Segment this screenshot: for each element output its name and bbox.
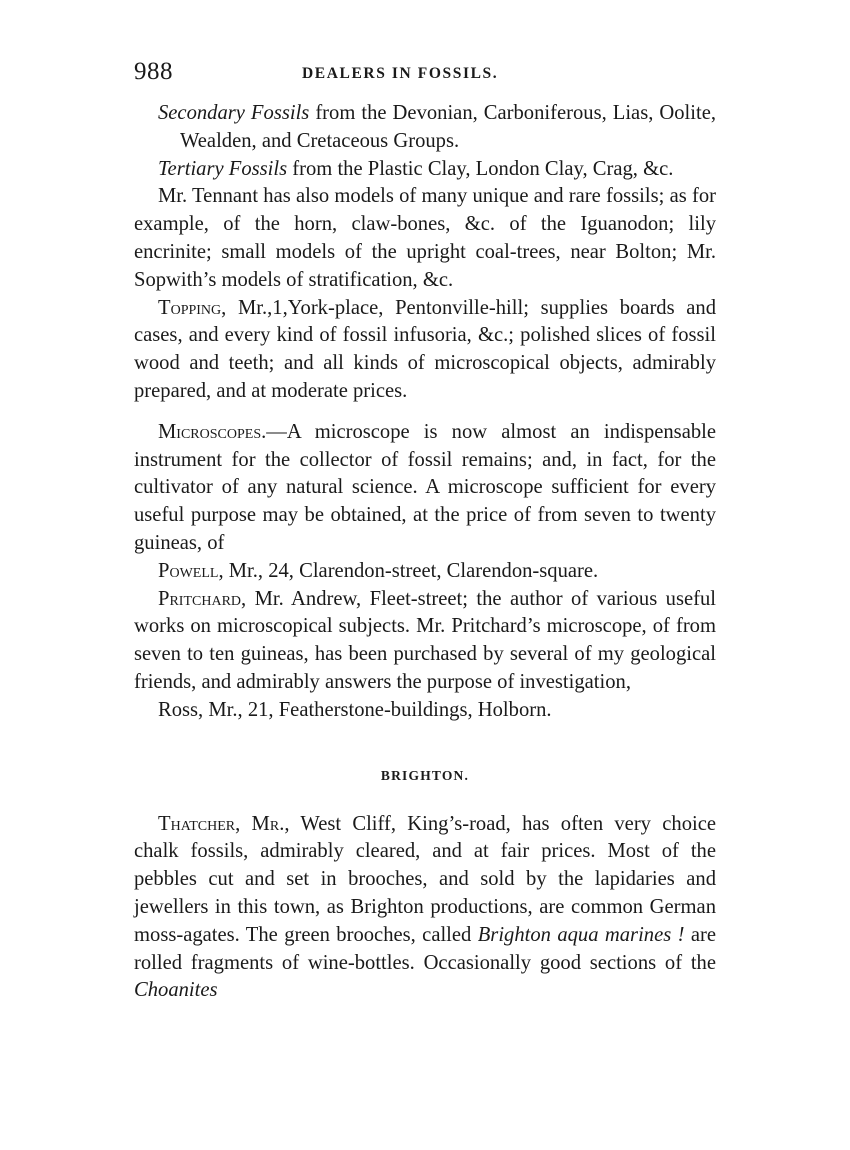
- page-header: [134, 58, 716, 92]
- dealer-name: Thatcher, Mr.: [158, 812, 285, 835]
- italic-term: Tertiary Fossils: [158, 157, 288, 180]
- section-heading-brighton: BRIGHTON.: [380, 767, 470, 783]
- paragraph-secondary-fossils: [134, 100, 716, 156]
- paragraph-text: are rolled fragments of wine-bottles. Occasionally good sections of the: [134, 923, 716, 974]
- paragraph-text: , Mr., 24, Clarendon-street, Clarendon-square.: [218, 559, 599, 582]
- paragraph-microscopes: [134, 419, 716, 558]
- paragraph-topping: [134, 295, 716, 406]
- paragraph-text: Mr. Tennant has also models of many unique and rare fossils; as for example, of the horn, claw-bones, &c. of the Iguanodon; lily encrinite; small models of the upright coal-trees, near Bolton; Mr. Sopwith’s models of stratification, &c.: [134, 185, 716, 291]
- paragraph-text: from the Devonian, Carboniferous, Lias, Oolite, Wealden, and Cretaceous Groups.: [180, 102, 716, 152]
- paragraph-thatcher: [134, 811, 716, 1006]
- section-term: Microscopes: [158, 420, 262, 443]
- paragraph-text: from the Plastic Clay, London Clay, Crag, &c.: [287, 157, 674, 180]
- dealer-name: Topping: [158, 296, 222, 319]
- running-head: DEALERS IN FOSSILS.: [302, 65, 499, 82]
- paragraph-tertiary-fossils: [134, 156, 716, 184]
- paragraph-text: , Mr. Andrew, Fleet-street; the author of various useful works on microscopical subjects. Mr. Pritchard’s microscope, of from seven to ten guineas, has been purchased by several of my geological friends, and admirably answers the purpose of investigation,: [134, 587, 716, 693]
- paragraph-tennant-models: [134, 183, 716, 294]
- paragraph-pritchard: [134, 586, 716, 697]
- paragraph-text: .—A microscope is now almost an indispensable instrument for the collector of fossil remains; and, in fact, for the cultivator of any natural science. A microscope sufficient for every useful purpose may be obtained, at the price of from seven to twenty guineas, of: [134, 420, 716, 554]
- dealer-name: Pritchard: [158, 587, 242, 610]
- dealer-name: Powell: [158, 559, 219, 582]
- page-number: 988: [134, 58, 173, 85]
- paragraph-text: , West Cliff, King’s-road, has often very choice chalk fossils, admirably cleared, and at fair prices. Most of the pebbles cut and set in brooches, and sold by the lapidaries and jewellers in this town, as Brighton productions, are common German moss-agates. The green brooches, called: [134, 812, 716, 946]
- italic-term: Secondary Fossils: [158, 102, 310, 124]
- paragraph-ross: [134, 697, 716, 725]
- paragraph-text: , Mr.,1,York-place, Pentonville-hill; supplies boards and cases, and every kind of fossil infusoria, &c.; polished slices of fossil wood and teeth; and all kinds of microscopical objects, admirably prepared, and at moderate prices.: [134, 296, 716, 402]
- book-page: [134, 58, 716, 1005]
- paragraph-powell: [134, 558, 716, 586]
- italic-term: Choanites: [134, 979, 218, 1002]
- italic-term: Brighton aqua marines !: [477, 923, 685, 946]
- paragraph-text: Ross, Mr., 21, Featherstone-buildings, Holborn.: [158, 698, 552, 721]
